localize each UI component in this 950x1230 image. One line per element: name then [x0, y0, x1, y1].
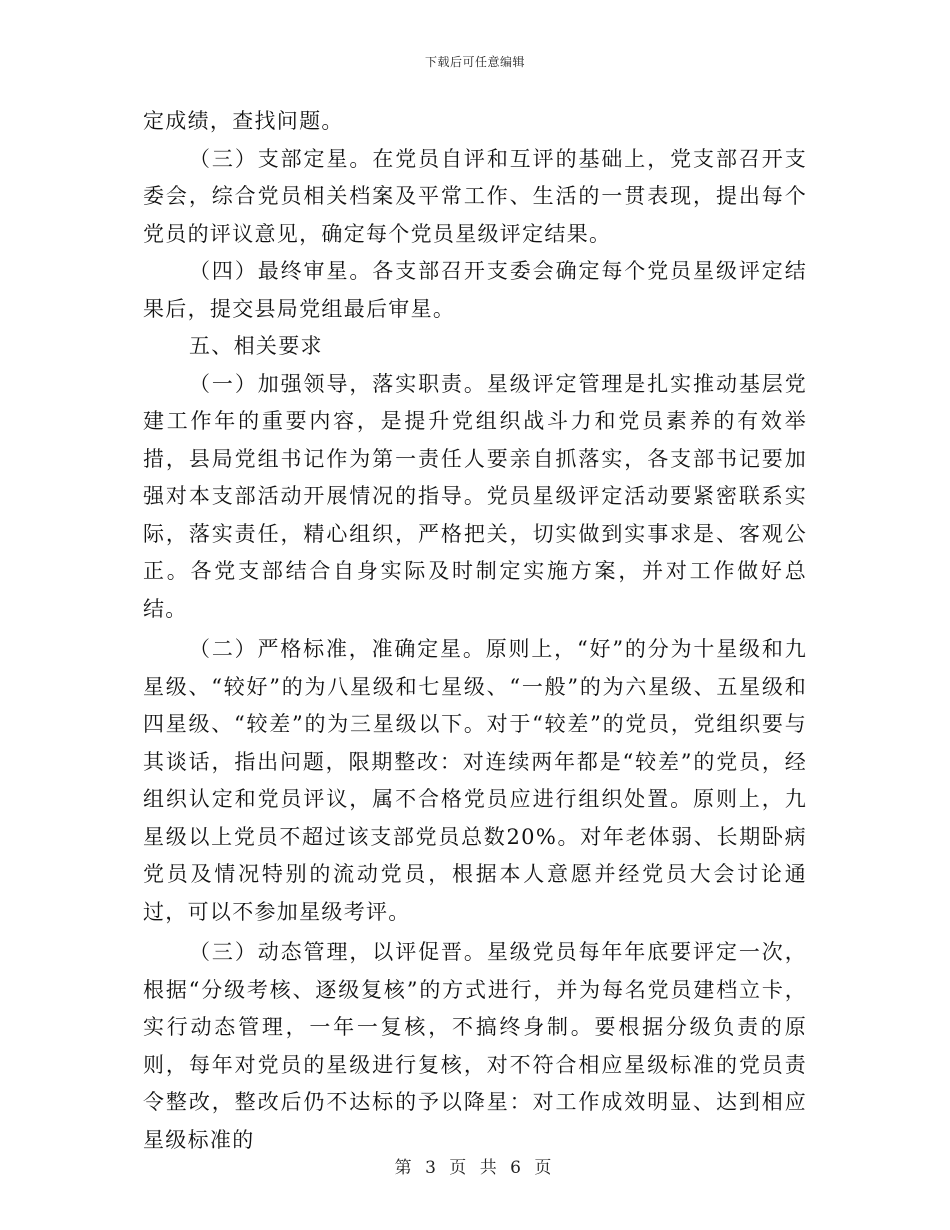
section-heading-requirements: 五、相关要求: [189, 334, 323, 358]
paragraph-branch-rating: （三）支部定星。在党员自评和互评的基础上，党支部召开支委会，综合党员相关档案及平常工作、生活的一贯表现，提出每个党员的评议意见，确定每个党员星级评定结果。: [143, 146, 807, 246]
paragraph-leadership: （一）加强领导，落实职责。星级评定管理是扎实推动基层党建工作年的重要内容，是提升党组织战斗力和党员素养的有效举措，县局党组书记作为第一责任人要亲自抓落实，各支部书记要加强对本支部活动开展情况的指导。党员星级评定活动要紧密联系实际，落实责任，精心组织，严格把关，切实做到实事求是、客观公正。各党支部结合自身实际及时制定实施方案，并对工作做好总结。: [143, 371, 807, 621]
paragraph-standards: （二）严格标准，准确定星。原则上，“好”的分为十星级和九星级、“较好”的为八星级和七星级、“一般”的为六星级、五星级和四星级、“较差”的为三星级以下。对于“较差”的党员，党组织要与其谈话，指出问题，限期整改：对连续两年都是“较差”的党员，经组织认定和党员评议，属不合格党员应进行组织处置。原则上，九星级以上党员不超过该支部党员总数20%。对年老体弱、长期卧病党员及情况特别的流动党员，根据本人意愿并经党员大会讨论通过，可以不参加星级考评。: [143, 637, 807, 924]
page-number: 第 3 页 共 6 页: [394, 1158, 556, 1178]
page-header: 下载后可任意编辑: [424, 55, 525, 69]
paragraph-continuation: 定成绩，查找问题。: [143, 109, 344, 133]
document-body: [143, 103, 807, 1159]
paragraph-final-review: （四）最终审星。各支部召开支委会确定每个党员星级评定结果后，提交县局党组最后审星。: [143, 259, 807, 321]
paragraph-dynamic-management: （三）动态管理，以评促晋。星级党员每年年底要评定一次，根据“分级考核、逐级复核”的方式进行，并为每名党员建档立卡，实行动态管理，一年一复核，不搞终身制。要根据分级负责的原则，每年对党员的星级进行复核，对不符合相应星级标准的党员责令整改，整改后仍不达标的予以降星：对工作成效明显、达到相应星级标准的: [143, 940, 807, 1152]
